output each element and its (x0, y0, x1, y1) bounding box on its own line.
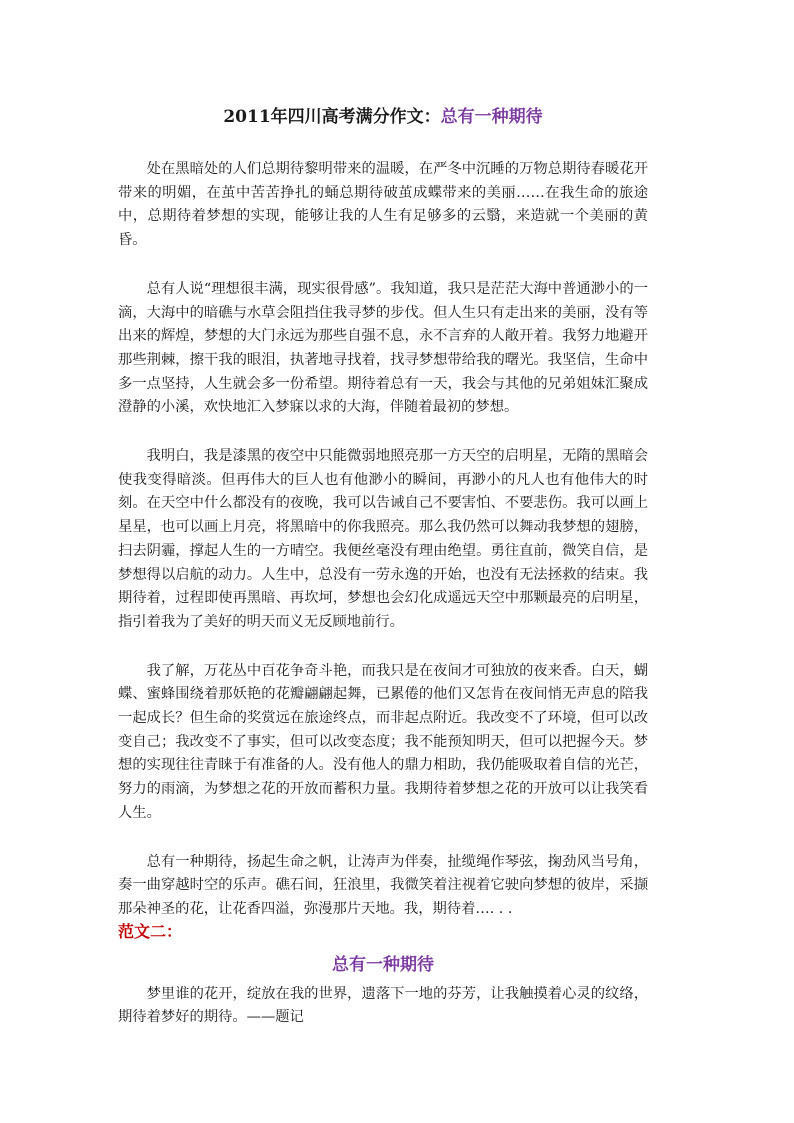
paragraph-2: 总有人说“理想很丰满，现实很骨感”。我知道，我只是茫茫大海中普通渺小的一滴，大海中的暗礁与水草会阻挡住我寻梦的步伐。但人生只有走出来的美丽，没有等出来的辉煌，梦想的大门永远为那些自强不息，永不言弃的人敞开着。我努力地避开那些荆棘，擦干我的眼泪，执著地寻找着，找寻梦想带给我的曙光。我坚信，生命中多一点坚持，人生就会多一份希望。期待着总有一天，我会与其他的兄弟姐妹汇聚成澄静的小溪，欢快地汇入梦寐以求的大海，伴随着最初的梦想。 (118, 280, 648, 416)
section-label: 范文二： (118, 921, 183, 941)
document-page (118, 104, 648, 1030)
paragraph-1: 处在黑暗处的人们总期待黎明带来的温暖，在严冬中沉睡的万物总期待春暖花开带来的明媚，在茧中苦苦挣扎的蛹总期待破茧成蝶带来的美丽……在我生命的旅途中，总期待着梦想的实现，能够让我的人生有足够多的云翳，来造就一个美丽的黄昏。 (118, 161, 648, 249)
paragraph-5: 总有一种期待，扬起生命之帆，让涛声为伴奏，扯缆绳作琴弦，掬劲风当号角，奏一曲穿越时空的乐声。礁石间，狂浪里，我微笑着注视着它驶向梦想的彼岸，采撷那朵神圣的花，让花香四溢，弥漫那片天地。我，期待着…. . . (118, 853, 648, 917)
section-subtitle: 总有一种期待 (332, 954, 434, 975)
document-title (118, 104, 648, 130)
title-main: 总有一种期待 (440, 107, 543, 127)
paragraph-4: 我了解，万花丛中百花争奇斗艳，而我只是在夜间才可独放的夜来香。白天，蝴蝶、蜜蜂围绕着那妖艳的花瓣翩翩起舞，已累倦的他们又怎肯在夜间悄无声息的陪我一起成长？但生命的奖赏远在旅途终点，而非起点附近。我改变不了环境，但可以改变自己；我改变不了事实，但可以改变态度；我不能预知明天，但可以把握今天。梦想的实现往往青睐于有准备的人。没有他人的鼎力相助，我仍能吸取着自信的光芒，努力的雨滴，为梦想之花的开放而蓄积力量。我期待着梦想之花的开放可以让我笑看人生。 (118, 662, 648, 821)
section-paragraph: 梦里谁的花开，绽放在我的世界，遗落下一地的芬芳，让我触摸着心灵的纹络，期待着梦好的期待。——题记 (118, 985, 648, 1026)
paragraph-3: 我明白，我是漆黑的夜空中只能微弱地照亮那一方天空的启明星，无隋的黑暗会使我变得暗淡。但再伟大的巨人也有他渺小的瞬间，再渺小的凡人也有他伟大的时刻。在天空中什么都没有的夜晚，我可以告诫自己不要害怕、不要悲伤。我可以画上星星，也可以画上月亮，将黑暗中的你我照亮。那么我仍然可以舞动我梦想的翅膀，扫去阴霾，撑起人生的一方晴空。我便丝毫没有理由绝望。勇往直前，微笑自信，是梦想得以启航的动力。人生中，总没有一劳永逸的开始，也没有无法拯救的结束。我期待着，过程即使再黑暗、再坎坷，梦想也会幻化成遥远天空中那颗最亮的启明星，指引着我为了美好的明天而义无反顾地前行。 (118, 448, 648, 630)
title-prefix: 2011年四川高考满分作文： (223, 107, 441, 127)
